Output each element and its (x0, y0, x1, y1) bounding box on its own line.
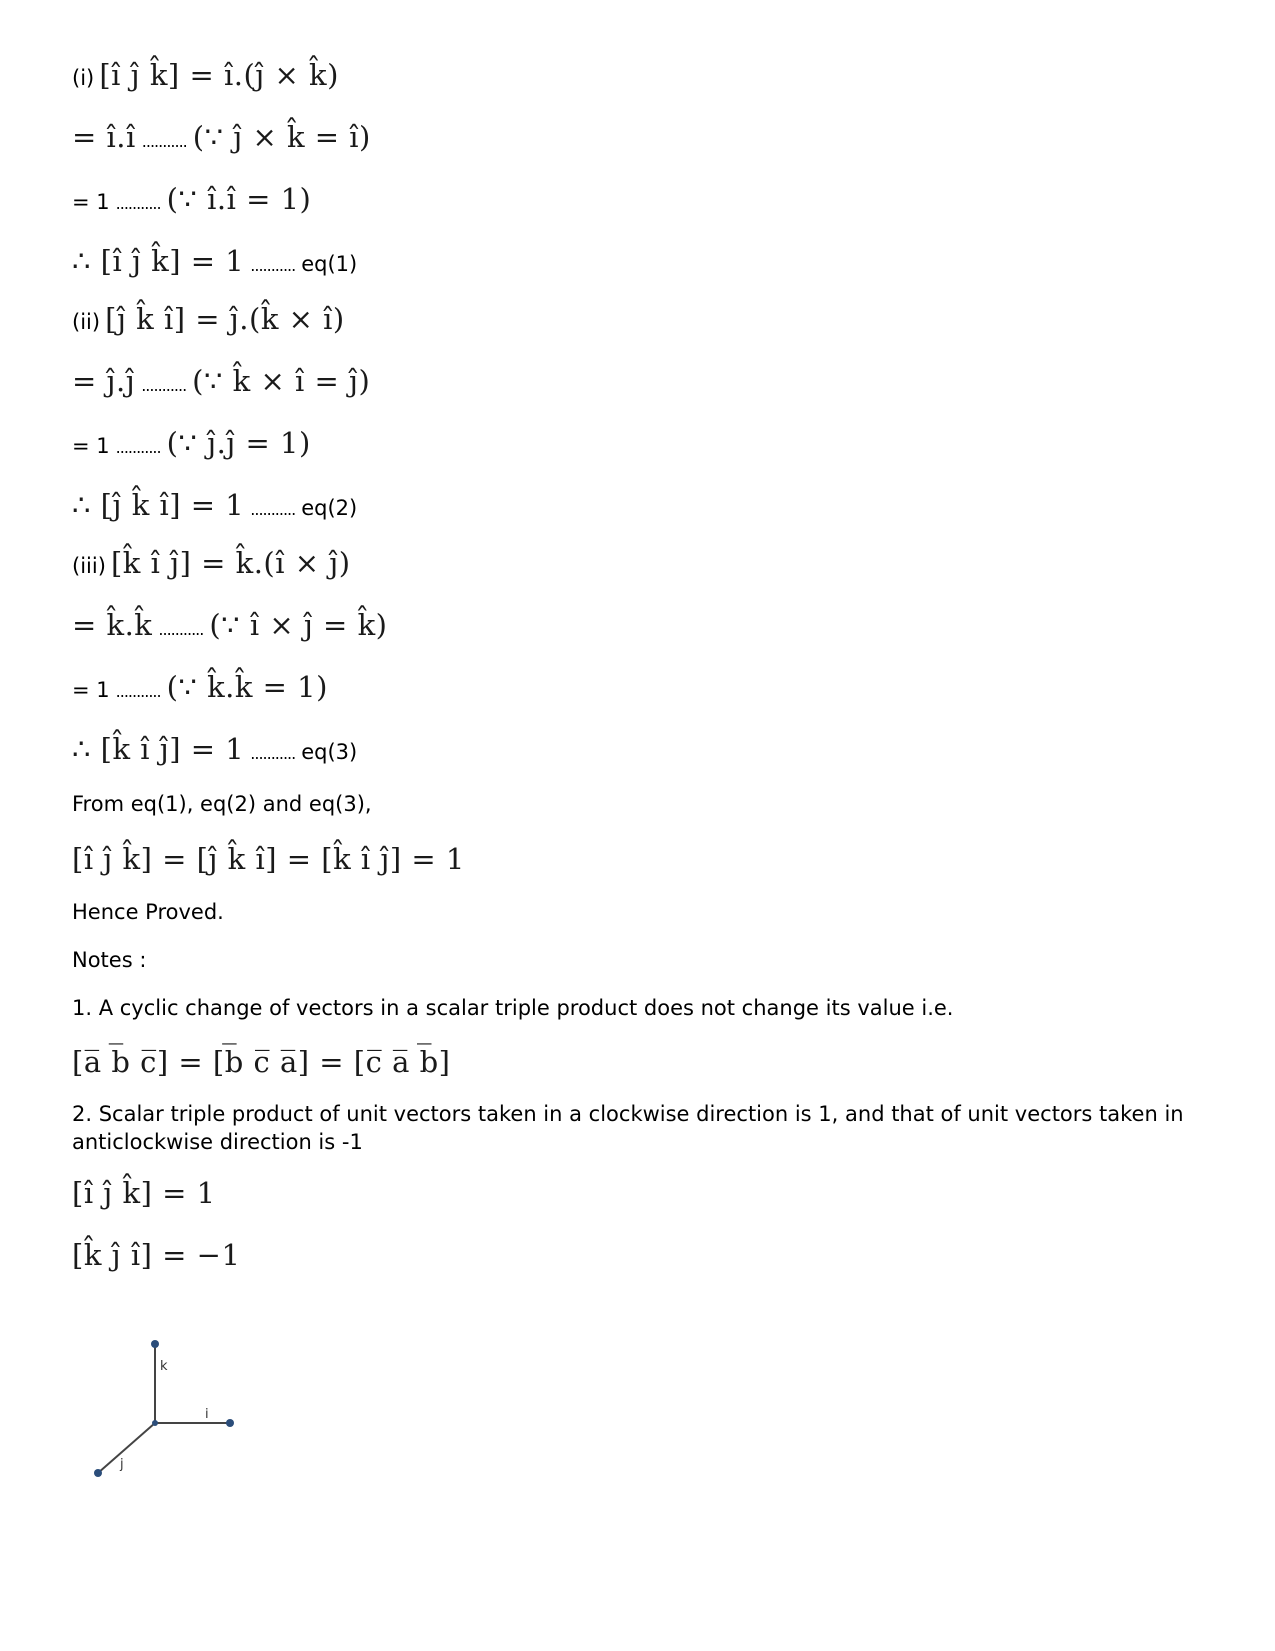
anticlockwise-equation: [k̂ ĵ î] = −1 (72, 1238, 241, 1272)
step-5 (72, 302, 345, 336)
notes-heading: Notes : (72, 948, 147, 972)
step-1 (72, 58, 339, 92)
step-note: (∵ ĵ × k̂ = î) (192, 120, 371, 154)
dots: ........... (115, 682, 161, 701)
hence-proved: Hence Proved. (72, 900, 224, 924)
dots: ........... (141, 376, 187, 395)
step-9 (72, 546, 351, 580)
note-1: 1. A cyclic change of vectors in a scalar triple product does not change its value i.e. (72, 996, 954, 1020)
i-label: i (205, 1407, 209, 1422)
step-11 (72, 670, 328, 704)
step-math: ∴ [î ĵ k̂] = 1 (72, 244, 245, 278)
eq-ref: eq(1) (301, 252, 358, 276)
dots: ........... (250, 744, 296, 763)
step-8 (72, 488, 357, 522)
step-label: (ii) (72, 310, 101, 334)
step-10 (72, 608, 387, 642)
clockwise-equation: [î ĵ k̂] = 1 (72, 1176, 216, 1210)
note-2-math-1 (72, 1176, 216, 1210)
step-note: (∵ k̂ × î = ĵ) (192, 364, 371, 398)
step-note: (∵ î × ĵ = k̂) (209, 608, 388, 642)
step-7 (72, 426, 311, 460)
step-label: = 1 (72, 190, 110, 214)
step-label: = 1 (72, 434, 110, 458)
step-2 (72, 120, 371, 154)
step-4 (72, 244, 357, 278)
step-math: = k̂.k̂ (72, 608, 153, 642)
dots: ........... (158, 620, 204, 639)
dots: ........... (115, 438, 161, 457)
step-math: = ĵ.ĵ (72, 364, 136, 398)
step-math: [k̂ î ĵ] = k̂.(î × ĵ) (110, 546, 351, 580)
j-axis (98, 1423, 155, 1473)
from-text: From eq(1), eq(2) and eq(3), (72, 792, 372, 816)
step-note: (∵ î.î = 1) (166, 182, 312, 216)
eq-ref: eq(2) (301, 496, 358, 520)
step-3 (72, 182, 311, 216)
axes-diagram (70, 1320, 330, 1520)
note-1-math (72, 1045, 450, 1079)
j-endpoint (94, 1469, 102, 1477)
step-label: = 1 (72, 678, 110, 702)
step-label: (iii) (72, 554, 106, 578)
step-label: (i) (72, 66, 95, 90)
dots: ........... (250, 500, 296, 519)
step-math: [î ĵ k̂] = î.(ĵ × k̂) (99, 58, 339, 92)
cyclic-equation: [a̅ b̅ c̅] = [b̅ c̅ a̅] = [c̅ a̅ b̅] (72, 1045, 451, 1079)
i-endpoint (226, 1419, 234, 1427)
dots: ........... (115, 194, 161, 213)
note-2-math-2 (72, 1238, 240, 1272)
result-math (72, 842, 465, 876)
step-math: [ĵ k̂ î] = ĵ.(k̂ × î) (105, 302, 345, 336)
step-note: (∵ k̂.k̂ = 1) (166, 670, 328, 704)
step-math: ∴ [ĵ k̂ î] = 1 (72, 488, 245, 522)
eq-ref: eq(3) (301, 740, 358, 764)
step-6 (72, 364, 370, 398)
dots: ........... (250, 256, 296, 275)
step-note: (∵ ĵ.ĵ = 1) (166, 426, 311, 460)
k-endpoint (151, 1340, 159, 1348)
note-2: 2. Scalar triple product of unit vectors taken in a clockwise direction is 1, and that of unit vectors taken in anticlockwise direction is -1 (72, 1102, 1184, 1154)
origin-dot (152, 1420, 158, 1426)
step-math: ∴ [k̂ î ĵ] = 1 (72, 732, 245, 766)
dots: ........... (141, 132, 187, 151)
j-label: j (120, 1457, 124, 1472)
k-label: k (160, 1359, 168, 1374)
result-equation: [î ĵ k̂] = [ĵ k̂ î] = [k̂ î ĵ] = 1 (72, 842, 465, 876)
step-math: = î.î (72, 120, 136, 154)
step-12 (72, 732, 357, 766)
